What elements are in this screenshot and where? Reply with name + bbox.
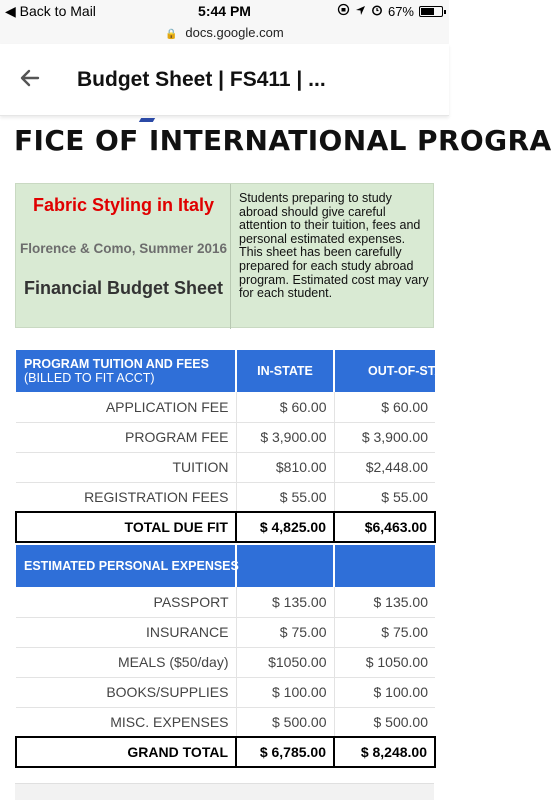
row-label: GRAND TOTAL bbox=[16, 737, 236, 767]
program-info-left bbox=[16, 184, 231, 329]
document-title: Budget Sheet | FS411 | ... bbox=[77, 68, 326, 91]
row-in-state: $ 75.00 bbox=[236, 617, 334, 647]
back-arrow-icon[interactable] bbox=[18, 66, 48, 94]
row-label: PROGRAM FEE bbox=[16, 422, 236, 452]
row-label: TOTAL DUE FIT bbox=[16, 512, 236, 542]
status-time: 5:44 PM bbox=[198, 3, 251, 19]
expense-row bbox=[16, 617, 435, 647]
row-in-state: $ 60.00 bbox=[236, 392, 334, 422]
tuition-section-title: PROGRAM TUITION AND FEES bbox=[24, 357, 209, 371]
row-in-state: $810.00 bbox=[236, 452, 334, 482]
tuition-section-header bbox=[16, 350, 435, 392]
row-in-state: $ 3,900.00 bbox=[236, 422, 334, 452]
row-label: APPLICATION FEE bbox=[16, 392, 236, 422]
row-out-of-state: $ 3,900.00 bbox=[334, 422, 435, 452]
row-label: PASSPORT bbox=[16, 587, 236, 617]
program-description: Students preparing to study abroad should give careful attention to their tuition, fees and personal estimated expenses. This sheet has been carefully prepared for each study abroad program. Estimated cost may vary for each student. bbox=[239, 191, 429, 301]
row-label: TUITION bbox=[16, 452, 236, 482]
url-text: docs.google.com bbox=[185, 25, 284, 40]
row-in-state: $ 55.00 bbox=[236, 482, 334, 512]
total-due-row bbox=[16, 512, 435, 542]
battery-icon bbox=[419, 6, 443, 17]
program-title: Fabric Styling in Italy bbox=[32, 195, 215, 215]
out-of-state-label: OUT-OF-STATE bbox=[368, 364, 459, 378]
personal-expenses-section-header bbox=[16, 545, 435, 587]
row-in-state: $ 135.00 bbox=[236, 587, 334, 617]
fee-row bbox=[16, 422, 435, 452]
row-out-of-state: $ 8,248.00 bbox=[334, 737, 435, 767]
status-indicators bbox=[337, 3, 443, 19]
logo-fragment bbox=[139, 118, 155, 122]
personal-expenses-title: ESTIMATED PERSONAL EXPENSES bbox=[16, 545, 236, 587]
row-out-of-state: $ 135.00 bbox=[334, 587, 435, 617]
bottom-scroll-area bbox=[15, 783, 434, 800]
back-to-mail-label: Back to Mail bbox=[19, 3, 96, 19]
office-heading: FICE OF INTERNATIONAL PROGRA bbox=[14, 124, 552, 157]
lock-icon: 🔒 bbox=[165, 29, 178, 40]
row-in-state: $ 6,785.00 bbox=[236, 737, 334, 767]
row-in-state: $ 500.00 bbox=[236, 707, 334, 737]
fee-row bbox=[16, 392, 435, 422]
location-arrow-icon bbox=[355, 4, 366, 19]
budget-table bbox=[15, 350, 459, 768]
tuition-section-title-cell bbox=[16, 350, 236, 392]
back-chevron-icon: ◀ bbox=[5, 3, 16, 19]
grand-total-row bbox=[16, 737, 435, 767]
orientation-lock-icon bbox=[337, 3, 350, 19]
row-out-of-state: $ 75.00 bbox=[334, 617, 435, 647]
battery-percent: 67% bbox=[387, 3, 414, 19]
in-state-column-header: IN-STATE bbox=[236, 350, 334, 392]
budget-sheet-heading: Financial Budget Sheet bbox=[23, 278, 224, 298]
row-label: MEALS ($50/day) bbox=[16, 647, 236, 677]
row-out-of-state: $ 1050.00 bbox=[334, 647, 435, 677]
row-in-state: $ 100.00 bbox=[236, 677, 334, 707]
row-label: MISC. EXPENSES bbox=[16, 707, 236, 737]
row-out-of-state: $ 60.00 bbox=[334, 392, 435, 422]
row-out-of-state: $ 100.00 bbox=[334, 677, 435, 707]
tuition-section-subtitle: (BILLED TO FIT ACCT) bbox=[24, 371, 155, 385]
status-bar bbox=[0, 0, 449, 22]
row-label: REGISTRATION FEES bbox=[16, 482, 236, 512]
alarm-icon bbox=[371, 4, 383, 19]
expense-row bbox=[16, 677, 435, 707]
out-of-state-column-header bbox=[334, 350, 459, 392]
row-in-state: $1050.00 bbox=[236, 647, 334, 677]
program-info-box bbox=[15, 183, 434, 328]
row-out-of-state: $ 500.00 bbox=[334, 707, 435, 737]
expense-row bbox=[16, 707, 435, 737]
app-header bbox=[0, 44, 449, 116]
row-label: INSURANCE bbox=[16, 617, 236, 647]
row-out-of-state: $6,463.00 bbox=[334, 512, 435, 542]
url-bar[interactable] bbox=[0, 22, 449, 44]
row-in-state: $ 4,825.00 bbox=[236, 512, 334, 542]
expense-row bbox=[16, 647, 435, 677]
program-location-term: Florence & Como, Summer 2016 bbox=[19, 241, 228, 256]
row-out-of-state: $2,448.00 bbox=[334, 452, 435, 482]
row-out-of-state: $ 55.00 bbox=[334, 482, 435, 512]
row-label: BOOKS/SUPPLIES bbox=[16, 677, 236, 707]
expense-row bbox=[16, 587, 435, 617]
fee-row bbox=[16, 482, 435, 512]
fee-row bbox=[16, 452, 435, 482]
